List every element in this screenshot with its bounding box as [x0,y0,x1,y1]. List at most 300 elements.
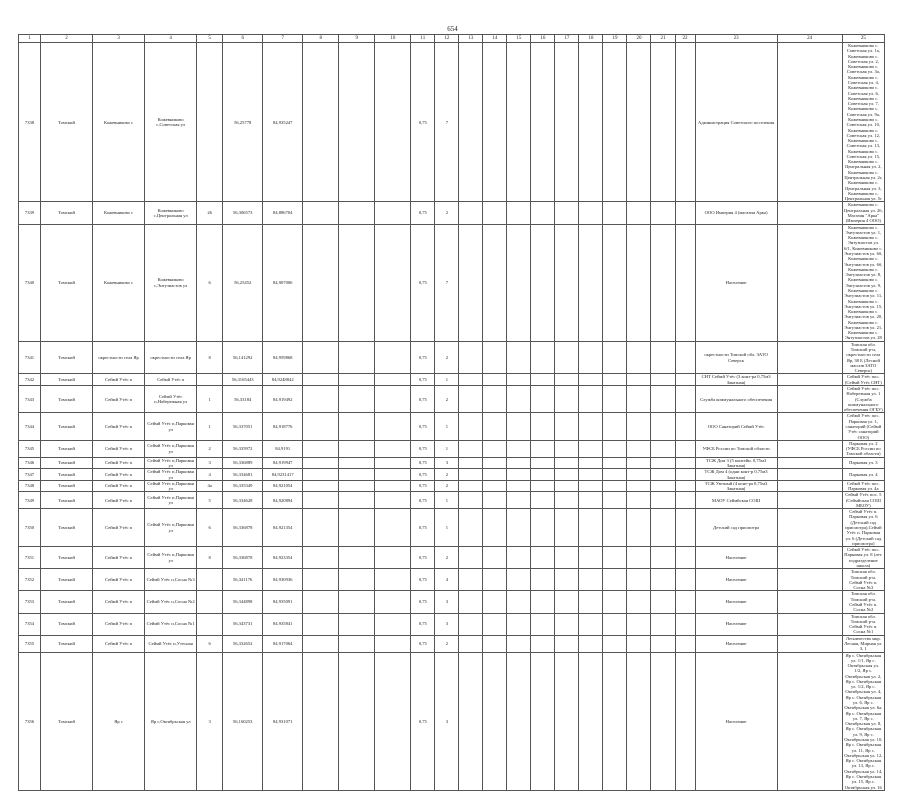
table-row [19,492,885,509]
table-cell [531,547,555,569]
table-cell: 26 [197,202,223,224]
table-cell [531,480,555,492]
table-cell: Сеймй Утёс п [93,591,145,613]
table-cell [777,341,842,374]
table-cell: окрестности села Яр [93,341,145,374]
table-cell [375,569,411,591]
table-cell [555,469,579,481]
table-cell: Сеймй Утёс пос. Парковая ул. 4а [842,480,884,492]
table-cell: 7339 [19,202,41,224]
table-cell: 84,918776 [263,413,303,440]
table-cell [627,224,651,341]
table-cell [627,635,651,652]
table-cell: 6 [197,635,223,652]
column-header: 7 [263,35,303,43]
table-cell [777,43,842,202]
table-cell [483,457,507,469]
table-cell [459,440,483,457]
table-cell [651,613,675,635]
table-cell [197,613,223,635]
table-cell [579,440,603,457]
table-cell: 0,75 [411,374,435,386]
table-cell: 1 [435,509,459,547]
table-cell [675,202,695,224]
table-cell [197,591,223,613]
table-cell [531,492,555,509]
table-cell [483,413,507,440]
page-number: 654 [447,25,458,33]
table-cell: 7352 [19,569,41,591]
table-cell: 1 [435,413,459,440]
table-cell: 0,75 [411,386,435,413]
table-cell [627,652,651,790]
table-cell [531,224,555,341]
table-cell [459,341,483,374]
table-cell [555,547,579,569]
table-row [19,224,885,341]
table-cell [375,547,411,569]
table-cell [303,569,339,591]
table-cell: Детский сад присмотра [695,509,777,547]
table-cell [675,43,695,202]
table-cell: Томская обл. Томский р-н, окрестности села Яр, 38 Б (Лесной массив ЗАТО Северск) [842,341,884,374]
table-cell: 7346 [19,457,41,469]
table-body [19,43,885,791]
table-cell [651,509,675,547]
table-cell [197,374,223,386]
table-cell: Кожевниково с,Энтузиастов ул [145,224,197,341]
table-row [19,413,885,440]
table-cell [339,635,375,652]
table-cell [777,492,842,509]
table-cell [375,374,411,386]
table-cell [555,591,579,613]
table-cell [651,492,675,509]
table-cell: 84,9191 [263,440,303,457]
table-cell: 1 [197,386,223,413]
table-cell: Сеймй Утёс п,Парковая ул [145,469,197,481]
table-cell [603,652,627,790]
table-cell [603,457,627,469]
table-row [19,613,885,635]
table-cell [507,440,531,457]
table-cell: 4а [197,480,223,492]
table-row [19,469,885,481]
table-cell [339,43,375,202]
column-header: 18 [579,35,603,43]
table-cell: Кожевниково с,Центральная ул [145,202,197,224]
table-cell: Сеймй Утёс п,Набережная ул [145,386,197,413]
table-cell: 0,75 [411,224,435,341]
register-table [18,34,885,791]
table-cell [651,440,675,457]
table-cell [483,492,507,509]
table-cell: 7344 [19,413,41,440]
table-cell [627,613,651,635]
table-cell [579,613,603,635]
table-cell [339,547,375,569]
table-cell [579,202,603,224]
table-cell [579,374,603,386]
table-cell: Яр с,Октябрьская ул [145,652,197,790]
table-cell [603,202,627,224]
table-cell [651,341,675,374]
column-header: 14 [483,35,507,43]
table-cell: 84,907006 [263,224,303,341]
table-cell [507,480,531,492]
table-cell: 3 [435,613,459,635]
table-cell [675,635,695,652]
table-cell [507,547,531,569]
table-cell [375,413,411,440]
table-cell: 56,344898 [223,591,263,613]
table-cell: 84,935247 [263,43,303,202]
table-cell [651,480,675,492]
table-cell [483,635,507,652]
table-cell: 3 [435,591,459,613]
table-cell [675,492,695,509]
table-cell [603,413,627,440]
table-cell [339,613,375,635]
table-row [19,386,885,413]
table-cell [651,202,675,224]
table-cell [375,224,411,341]
table-cell: 7353 [19,591,41,613]
table-cell [507,492,531,509]
table-row [19,374,885,386]
table-cell [339,341,375,374]
table-cell [579,635,603,652]
table-cell [579,341,603,374]
table-cell: Яр с. Октябрьская ул. 1/1, Яр с. Октябрьская ул. 1/2, Яр с. Октябрьская ул. 2, Яр с. Октябрьская ул. 1/2, Яр с. Октябрьская ул. 4, Яр с. Октябрьская ул. 6, Яр с. Октябрьская ул. 6а, Яр с. Октябрьская ул. 7, Яр с. Октябрьская ул. 8, Яр с. Октябрьская ул. 9, Яр с. Октябрьская ул. 10, Яр с. Октябрьская ул. 11, Яр с. Октябрьская ул. 12, Яр с. Октябрьская ул. 13, Яр с. Октябрьская ул. 14, Яр с. Октябрьская ул. 15, Яр с. Октябрьская ул. 16 [842,652,884,790]
table-cell [459,652,483,790]
table-cell: ТСЖ Дом 3 (5 контейн. 0,75м3 Закатная) [695,457,777,469]
table-cell [531,374,555,386]
table-cell [339,413,375,440]
column-header: 5 [197,35,223,43]
table-cell: Сеймй Утёс п [93,386,145,413]
table-cell [777,202,842,224]
table-cell [579,413,603,440]
table-cell [507,413,531,440]
table-cell: 7349 [19,492,41,509]
table-cell [777,509,842,547]
table-cell: Население [695,652,777,790]
table-cell: 6 [197,224,223,341]
table-cell [483,386,507,413]
table-cell [507,652,531,790]
table-cell [603,374,627,386]
table-cell [375,635,411,652]
table-cell [303,386,339,413]
table-cell [531,652,555,790]
table-cell [483,591,507,613]
table-cell: 84,931071 [263,652,303,790]
table-cell: 1 [435,440,459,457]
table-cell [777,591,842,613]
header-row [19,35,885,43]
table-cell: 84,919492 [263,386,303,413]
table-cell [777,652,842,790]
table-cell: 0,75 [411,440,435,457]
table-cell [459,492,483,509]
table-cell: Томская обл. Томский р-н. Сеймй Утёс п. Сосна №2 [842,591,884,613]
table-cell [459,509,483,547]
table-cell [675,480,695,492]
column-header: 8 [303,35,339,43]
table-cell [603,43,627,202]
table-cell [777,374,842,386]
table-cell [531,457,555,469]
table-cell [651,569,675,591]
table-cell [375,492,411,509]
table-cell: 7 [435,224,459,341]
table-cell: Сеймй Утёс п,Парковая ул [145,413,197,440]
table-cell: 56,343731 [223,613,263,635]
table-cell [483,480,507,492]
table-cell: 84,930936 [263,569,303,591]
table-cell: 0,75 [411,341,435,374]
table-cell: 7 [435,43,459,202]
table-cell [375,457,411,469]
column-header: 1 [19,35,41,43]
table-cell: Сеймй Утёс п,Парковая ул [145,509,197,547]
table-cell [459,457,483,469]
table-cell: Томский [41,492,93,509]
table-cell [777,469,842,481]
table-cell: Сеймй Утёс пос. 5 (Сеймйская СОШ МБОУ) [842,492,884,509]
table-cell [531,635,555,652]
column-header: 16 [531,35,555,43]
table-row [19,569,885,591]
table-cell [531,43,555,202]
table-cell: 56,336878 [223,547,263,569]
table-cell: 0,75 [411,569,435,591]
table-cell: 2 [435,202,459,224]
table-cell [531,341,555,374]
table-cell: 0,75 [411,43,435,202]
table-cell: Томский [41,43,93,202]
table-cell [579,43,603,202]
table-cell: 8 [197,547,223,569]
table-cell [339,440,375,457]
table-cell [555,413,579,440]
table-cell [603,386,627,413]
table-cell [555,202,579,224]
table-cell [579,509,603,547]
table-cell [375,591,411,613]
table-cell [507,374,531,386]
column-header: 19 [603,35,627,43]
table-cell [651,547,675,569]
column-header: 2 [41,35,93,43]
table-cell [777,635,842,652]
table-cell: 3 [197,652,223,790]
column-header: 17 [555,35,579,43]
table-cell [555,652,579,790]
table-cell: 7345 [19,440,41,457]
table-cell [339,224,375,341]
table-cell: 1 [197,413,223,440]
table-cell [675,341,695,374]
table-cell: Сеймй Утёс п [93,613,145,635]
table-cell: Лесничество мкр. Лесная, Мирная ул. 3, 1 [844,635,883,652]
table-cell: 7348 [19,480,41,492]
table-cell [651,413,675,440]
table-cell: Томский [41,613,93,635]
table-cell [483,569,507,591]
table-row [19,480,885,492]
table-cell [579,386,603,413]
table-cell [627,457,651,469]
table-cell [777,613,842,635]
table-cell [675,652,695,790]
table-cell: 56,141292 [223,341,263,374]
table-cell: Сеймй Утёс п,Сосна №3 [145,569,197,591]
table-cell [555,492,579,509]
table-cell: Томский [41,202,93,224]
table-cell [531,413,555,440]
table-cell [459,202,483,224]
table-cell: Томский [41,413,93,440]
table-cell [675,509,695,547]
table-cell: Сеймй Утёс п,Парковая ул [145,492,197,509]
table-cell [675,547,695,569]
table-cell [555,457,579,469]
table-cell [483,341,507,374]
table-cell [627,492,651,509]
table-cell: Томский [41,457,93,469]
table-cell [483,440,507,457]
table-cell: 3 [197,457,223,469]
table-cell: 7355 [19,635,41,652]
table-cell [627,440,651,457]
table-cell [483,374,507,386]
table-cell: 56,336889 [223,457,263,469]
table-cell [375,652,411,790]
table-cell: Парковая ул. 3 [842,457,884,469]
table-cell: 84,959868 [263,341,303,374]
table-cell [483,613,507,635]
table-cell: 0,75 [411,480,435,492]
table-cell [507,635,531,652]
table-cell: Томский [41,591,93,613]
table-cell: Сеймй Утёс п [93,457,145,469]
table-cell [555,374,579,386]
column-header: 10 [375,35,411,43]
table-row [19,457,885,469]
table-cell: Томский [41,440,93,457]
table-cell [339,492,375,509]
column-header: 23 [695,35,777,43]
table-row [19,509,885,547]
table-cell [651,374,675,386]
table-cell [375,440,411,457]
table-cell [303,492,339,509]
table-cell [303,341,339,374]
table-row [19,591,885,613]
table-cell [531,569,555,591]
table-cell: 0,75 [411,635,435,652]
table-cell [675,440,695,457]
table-cell: СНТ Сеймй Утёс (3 конт-ра 0,75м3 Закатная) [695,374,777,386]
table-cell [375,43,411,202]
table-cell [339,591,375,613]
table-cell: Сеймй Утёс п [93,547,145,569]
table-cell: Парковая ул. 2 (УФСБ России по Томской области) [842,440,884,457]
table-cell: Яр с [93,652,145,790]
table-cell [603,440,627,457]
table-cell: Сеймй Утёс п [145,374,197,386]
table-cell [531,386,555,413]
table-cell: 56,3165443 [223,374,263,386]
table-cell: Сеймй Утёс п [93,509,145,547]
table-cell [531,613,555,635]
table-cell [627,341,651,374]
table-cell: окрестности села Яр [145,341,197,374]
table-cell: 4 [197,469,223,481]
table-cell [579,224,603,341]
table-cell [303,202,339,224]
table-cell: Сеймй Утёс п [93,635,145,652]
table-cell [303,480,339,492]
table-cell: Население [695,613,777,635]
table-cell [459,480,483,492]
table-cell: 7338 [19,43,41,202]
table-cell: 56,334628 [223,492,263,509]
table-cell: 84,917064 [263,635,303,652]
column-header: 22 [675,35,695,43]
table-cell [627,386,651,413]
table-cell [303,224,339,341]
table-cell: 84,935841 [263,613,303,635]
table-cell: 7343 [19,386,41,413]
table-cell [555,569,579,591]
table-cell [303,613,339,635]
table-cell: Служба коммунального обеспечения [695,386,777,413]
table-cell [777,413,842,440]
column-header: 21 [651,35,675,43]
table-cell: Томский [41,635,93,652]
table-cell: 7347 [19,469,41,481]
table-cell: 84,921354 [263,509,303,547]
table-cell [651,591,675,613]
table-cell: 1 [435,374,459,386]
table-row [19,202,885,224]
table-cell: 1 [435,492,459,509]
table-cell: Томский [41,341,93,374]
table-cell: 6 [197,509,223,547]
table-cell [303,547,339,569]
table-cell [531,509,555,547]
column-header: 11 [411,35,435,43]
table-cell [303,469,339,481]
table-cell [483,43,507,202]
column-header: 15 [507,35,531,43]
table-cell [531,202,555,224]
table-cell [555,341,579,374]
table-cell [627,569,651,591]
table-cell [777,457,842,469]
column-header: 4 [145,35,197,43]
table-cell [579,480,603,492]
table-cell: Население [695,635,777,652]
table-cell: 0,75 [411,413,435,440]
table-cell [303,652,339,790]
table-cell: 56,337051 [223,413,263,440]
table-cell [603,509,627,547]
table-cell [651,224,675,341]
